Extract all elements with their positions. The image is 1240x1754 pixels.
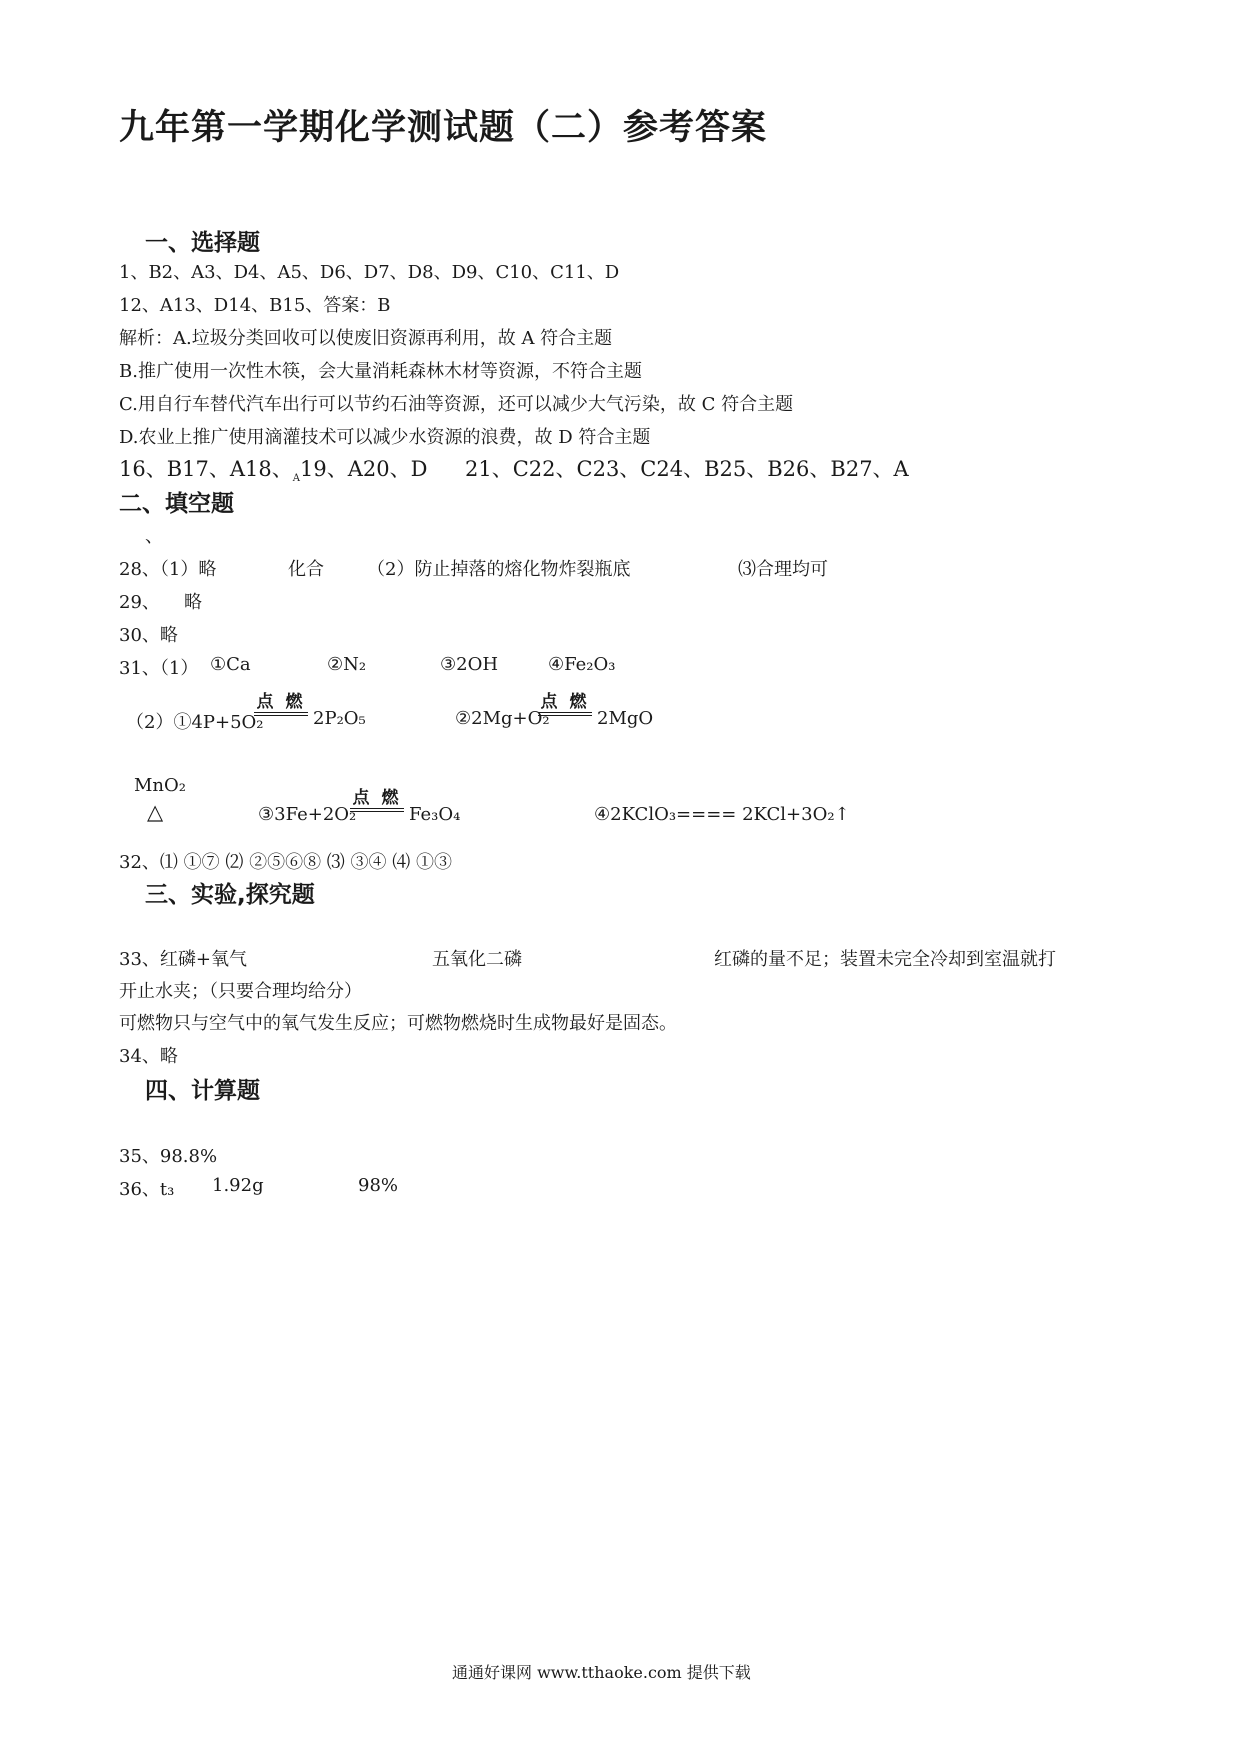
- equation: ③3Fe+2O₂: [258, 804, 357, 825]
- answer-line-large: 21、C22、C23、C24、B25、B26、B27、A: [465, 457, 909, 481]
- answer-q35: 35、98.8%: [119, 1146, 218, 1167]
- answer-q33: 可燃物只与空气中的氧气发生反应；可燃物燃烧时生成物最好是固态。: [119, 1013, 677, 1034]
- answer-q29: 29、: [119, 592, 160, 613]
- equation: Fe₃O₄: [409, 804, 461, 825]
- equals-bars: [254, 712, 308, 716]
- stray-mark: 、: [145, 526, 163, 547]
- answer-q31: ①Ca: [210, 654, 251, 675]
- answer-q33: 开止水夹；（只要合理均给分）: [119, 981, 362, 1002]
- stray-subscript: A: [292, 473, 300, 484]
- answer-q31: ④Fe₂O₃: [548, 654, 616, 675]
- catalyst-label: MnO₂: [134, 775, 186, 796]
- explanation-line: B.推广使用一次性木筷，会大量消耗森林木材等资源，不符合主题: [119, 361, 642, 382]
- equals-bars: [350, 808, 404, 812]
- equation: （2）①4P+5O₂: [126, 712, 264, 733]
- answer-q36: 1.92g: [212, 1175, 264, 1196]
- explanation-line: D.农业上推广使用滴灌技术可以减少水资源的浪费，故 D 符合主题: [119, 427, 651, 448]
- answer-q31: ②N₂: [327, 654, 367, 675]
- answer-line-large: [119, 453, 427, 484]
- reaction-condition: [538, 694, 592, 716]
- answer-q33: 五氧化二磷: [432, 949, 522, 970]
- answer-line: 1、B2、A3、D4、A5、D6、D7、D8、D9、C10、C11、D: [119, 262, 620, 283]
- answer-q31: ③2OH: [440, 654, 499, 675]
- answer-line: 12、A13、D14、B15、答案：B: [119, 295, 391, 316]
- page-title: 九年第一学期化学测试题（二）参考答案: [119, 108, 768, 148]
- equation: ④2KClO₃==== 2KCl+3O₂↑: [594, 804, 850, 825]
- equation: ②2Mg+O₂: [455, 708, 550, 729]
- equation: 2MgO: [597, 708, 654, 729]
- answer-q36: 36、t₃: [119, 1179, 175, 1200]
- answer-q31: 31、（1）: [119, 658, 199, 679]
- condition-label: 点 燃: [540, 692, 590, 712]
- condition-label: 点 燃: [352, 788, 402, 808]
- answer-q33: 33、红磷+氧气: [119, 949, 247, 970]
- answer-q32: 32、⑴ ①⑦ ⑵ ②⑤⑥⑧ ⑶ ③④ ⑷ ①③: [119, 852, 452, 873]
- answer-q28: ⑶合理均可: [738, 559, 828, 580]
- section-heading-fill: 二、填空题: [119, 491, 234, 517]
- answer-q29: 略: [184, 592, 202, 613]
- section-heading-choice: 一、选择题: [145, 230, 260, 256]
- answer-q28: 28、（1）略: [119, 559, 217, 580]
- answer-q34: 34、略: [119, 1046, 178, 1067]
- answer-fragment: 19、A20、D: [300, 457, 428, 481]
- equals-bars: [538, 712, 592, 716]
- answer-q30: 30、略: [119, 625, 178, 646]
- explanation-line: C.用自行车替代汽车出行可以节约石油等资源，还可以减少大气污染，故 C 符合主题: [119, 394, 794, 415]
- answer-q33: 红磷的量不足；装置未完全冷却到室温就打: [714, 949, 1056, 970]
- heat-symbol: △: [147, 800, 164, 824]
- answer-fragment: 16、B17、A18、: [119, 457, 293, 481]
- footer-source: 通通好课网 www.tthaoke.com 提供下载: [452, 1663, 751, 1682]
- condition-label: 点 燃: [256, 692, 306, 712]
- equation: 2P₂O₅: [313, 708, 366, 729]
- answer-q28: 化合: [288, 559, 324, 580]
- reaction-condition: [254, 694, 308, 716]
- section-heading-calc: 四、计算题: [145, 1078, 260, 1104]
- explanation-line: 解析：A.垃圾分类回收可以使废旧资源再利用，故 A 符合主题: [119, 328, 613, 349]
- answer-q36: 98%: [358, 1175, 399, 1196]
- section-heading-experiment: 三、实验,探究题: [145, 882, 315, 908]
- answer-q28: （2）防止掉落的熔化物炸裂瓶底: [367, 559, 631, 580]
- reaction-condition: [350, 790, 404, 812]
